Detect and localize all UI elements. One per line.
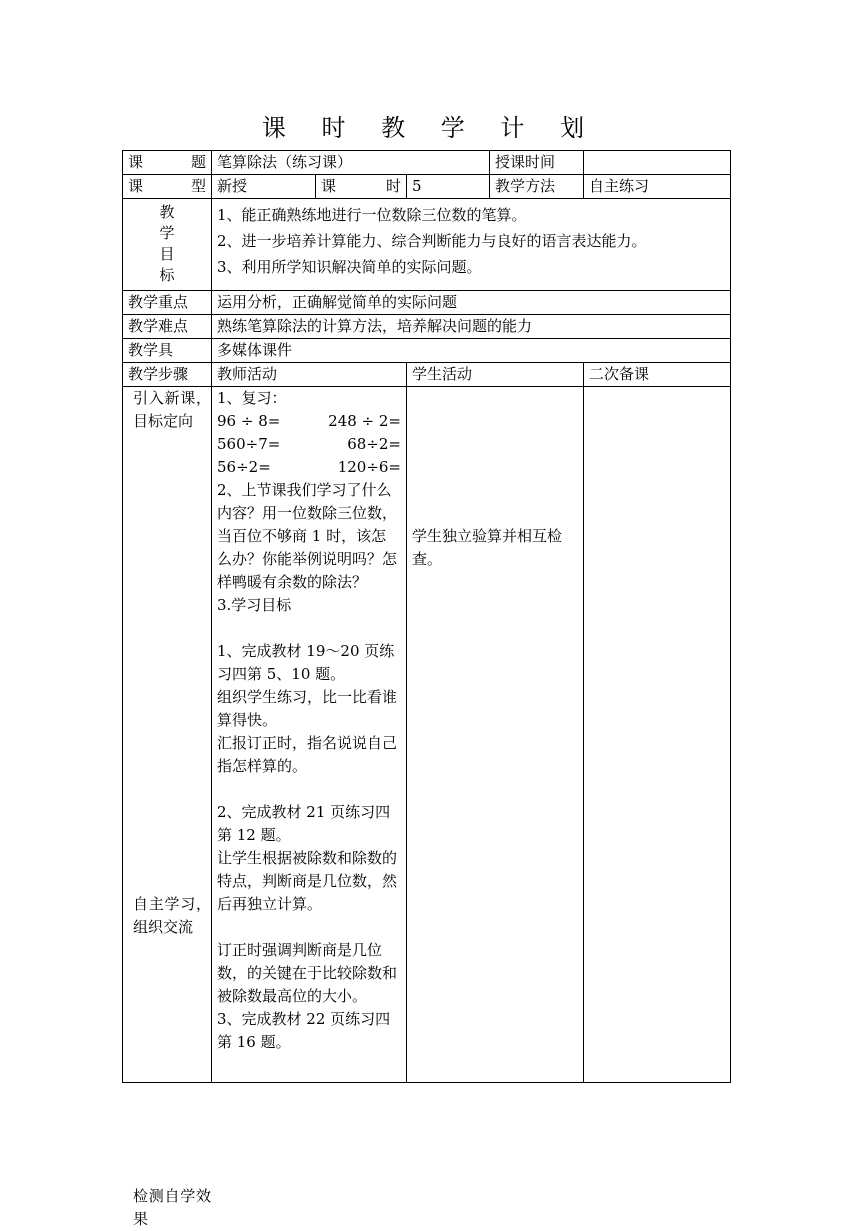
exercise-1: 1、完成教材 19～20 页练习四第 5、10 题。: [217, 642, 395, 683]
math-expr: 96 ÷ 8=: [217, 412, 281, 430]
objective-item: 3、利用所学知识解决简单的实际问题。: [217, 258, 482, 276]
date-value: [584, 151, 731, 175]
notes-header: 二次备课: [584, 363, 731, 387]
spacer: [217, 916, 401, 939]
spacer: [217, 778, 401, 801]
objectives-label-char: 学: [159, 224, 175, 242]
math-row: [217, 410, 401, 433]
math-expr: 120÷6=: [337, 458, 401, 476]
math-expr: 56÷2=: [217, 458, 271, 476]
row-topic: [123, 151, 731, 175]
period-label: 课 时: [316, 175, 407, 199]
objective-item: 2、进一步培养计算能力、综合判断能力与良好的语言表达能力。: [217, 232, 647, 250]
math-row: [217, 433, 401, 456]
exercise-2: 2、完成教材 21 页练习四第 12 题。: [217, 803, 391, 844]
row-objectives: [123, 199, 731, 291]
row-tools: [123, 339, 731, 363]
exercise-2-correction: 订正时强调判断商是几位数，的关键在于比较除数和被除数最高位的大小。: [217, 941, 398, 1005]
method-label: 教学方法: [490, 175, 584, 199]
tools-label: 教学具: [123, 339, 212, 363]
date-label: 授课时间: [490, 151, 584, 175]
objective-item: 1、能正确熟练地进行一位数除三位数的笔算。: [217, 206, 527, 224]
focus-label: 教学重点: [123, 291, 212, 315]
teacher-cell: [212, 387, 407, 1083]
learning-goal: 3.学习目标: [217, 596, 292, 614]
exercise-2-instruction: 让学生根据被除数和除数的特点，判断商是几位数，然后再独立计算。: [217, 849, 398, 913]
review-title: 1、复习：: [217, 389, 287, 407]
exercise-1-organize: 组织学生练习，比一比看谁算得快。: [217, 688, 398, 729]
spacer: [217, 617, 401, 640]
focus-value: 运用分析，正确解觉简单的实际问题: [212, 291, 731, 315]
difficulty-label: 教学难点: [123, 315, 212, 339]
math-expr: 248 ÷ 2=: [328, 412, 401, 430]
period-value: 5: [407, 175, 490, 199]
student-header: 学生活动: [407, 363, 584, 387]
type-value: 新授: [212, 175, 316, 199]
math-row: [217, 456, 401, 479]
method-value: 自主练习: [584, 175, 731, 199]
step-self-study: 自主学习，组织交流: [133, 895, 211, 936]
objectives-label: [123, 199, 212, 291]
steps-header: 教学步骤: [123, 363, 212, 387]
student-activity: 学生独立验算并相互检查。: [412, 527, 563, 568]
row-focus: [123, 291, 731, 315]
objectives-label-char: 教: [159, 203, 175, 221]
step-check: 检测自学效果: [133, 1187, 211, 1228]
teacher-header: 教师活动: [212, 363, 407, 387]
row-activities: [123, 387, 731, 1083]
type-label: 课 型: [123, 175, 212, 199]
topic-value: 笔算除法（练习课）: [212, 151, 490, 175]
page-title: 课 时 教 学 计 划: [261, 114, 599, 142]
step-intro: 引入新课，目标定向: [133, 389, 211, 430]
objectives-list: [212, 199, 731, 291]
tools-value: 多媒体课件: [212, 339, 731, 363]
student-cell: [407, 387, 584, 1083]
notes-cell: [584, 387, 731, 1083]
topic-label: 课 题: [123, 151, 212, 175]
exercise-3: 3、完成教材 22 页练习四第 16 题。: [217, 1010, 391, 1051]
review-question: 2、上节课我们学习了什么内容？用一位数除三位数，当百位不够商 1 时，该怎么办？你能举例说明吗？怎样鸭暖有余数的除法？: [217, 481, 398, 591]
row-type: [123, 175, 731, 199]
row-column-headers: [123, 363, 731, 387]
exercise-1-report: 汇报订正时，指名说说自己指怎样算的。: [217, 734, 398, 775]
difficulty-value: 熟练笔算除法的计算方法，培养解决问题的能力: [212, 315, 731, 339]
objectives-label-char: 目: [159, 245, 175, 263]
lesson-plan-table: [122, 150, 731, 1228]
objectives-label-char: 标: [159, 266, 175, 284]
math-expr: 68÷2=: [347, 435, 401, 453]
math-expr: 560÷7=: [217, 435, 281, 453]
row-difficulty: [123, 315, 731, 339]
steps-cell: [123, 387, 212, 1228]
